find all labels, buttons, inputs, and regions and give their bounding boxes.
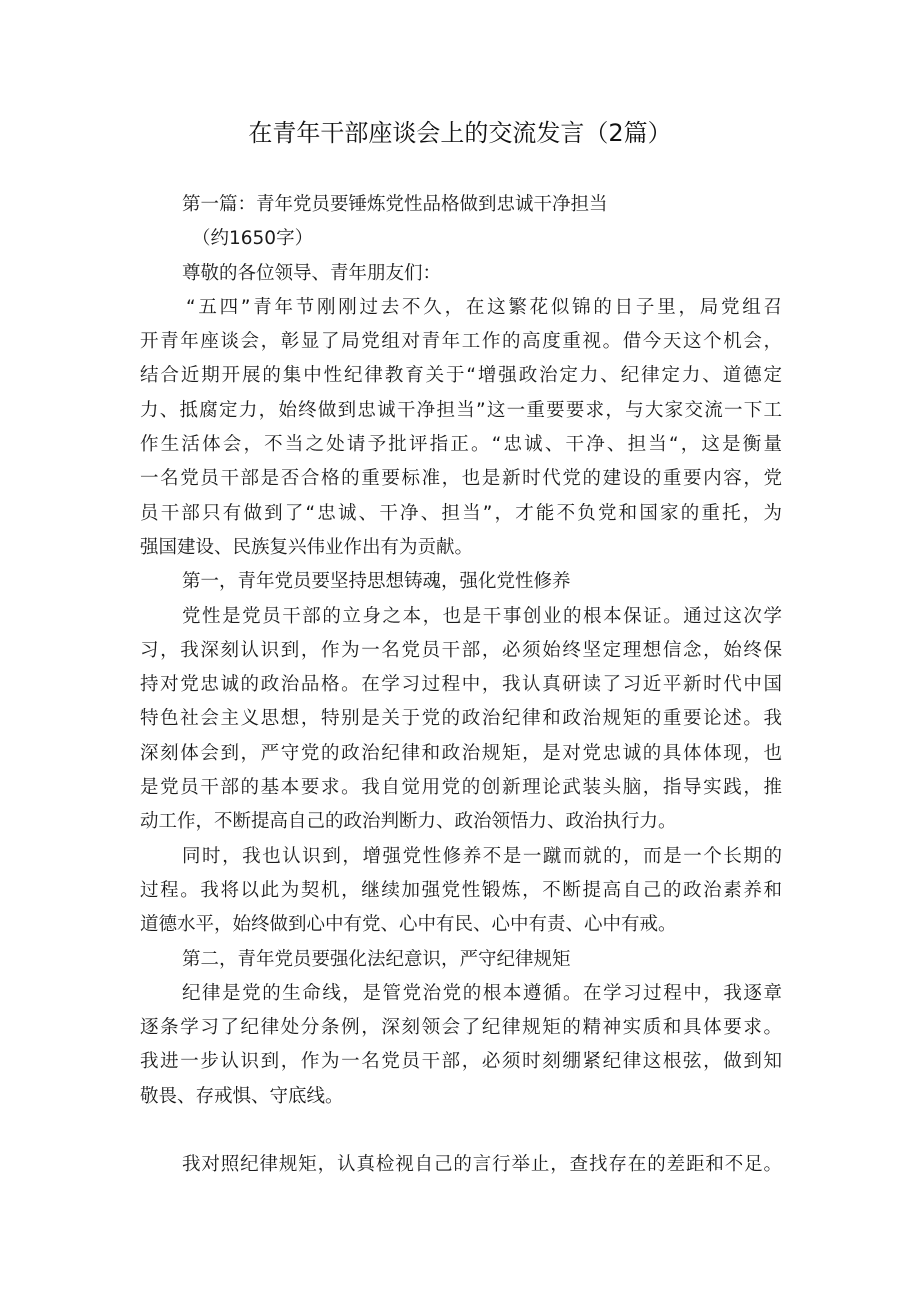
paragraph-line: 我进一步认识到，作为一名党员干部，必须时刻绷紧纪律这根弦，做到知: [140, 1051, 782, 1073]
paragraph-line: 习，我深刻认识到，作为一名党员干部，必须始终坚定理想信念，始终保: [140, 639, 782, 661]
paragraph-line: 同时，我也认识到，增强党性修养不是一蹴而就的，而是一个长期的: [182, 845, 782, 867]
paragraph-line: 结合近期开展的集中性纪律教育关于“增强政治定力、纪律定力、道德定: [140, 365, 782, 387]
paragraph-line: 我对照纪律规矩，认真检视自己的言行举止，查找存在的差距和不足。: [182, 1154, 782, 1176]
section-heading: 第一篇：青年党员要锤炼党性品格做到忠诚干净担当: [182, 194, 608, 215]
paragraph-gap: [140, 1114, 782, 1148]
paragraph-line: 强国建设、民族复兴伟业作出有为贡献。: [140, 536, 474, 558]
paragraph-line: 党性是党员干部的立身之本，也是干事创业的根本保证。通过这次学: [182, 605, 782, 627]
word-count-note: （约1650字）: [192, 228, 314, 250]
paragraph-line: “五四”青年节刚刚过去不久，在这繁花似锦的日子里，局党组召: [186, 296, 782, 318]
document-title: 在青年干部座谈会上的交流发言（2篇）: [248, 119, 672, 147]
paragraph-line: 是党员干部的基本要求。我自觉用党的创新理论武装头脑，指导实践，推: [140, 777, 782, 799]
paragraph-line: 开青年座谈会，彰显了局党组对青年工作的高度重视。借今天这个机会，: [140, 331, 782, 353]
paragraph-line: 过程。我将以此为契机，继续加强党性锻炼，不断提高自己的政治素养和: [140, 879, 782, 901]
paragraph-line: 动工作，不断提高自己的政治判断力、政治领悟力、政治执行力。: [140, 811, 677, 833]
paragraph-line: 员干部只有做到了“忠诚、干净、担当”，才能不负党和国家的重托，为: [140, 502, 782, 524]
paragraph-line: 纪律是党的生命线，是管党治党的根本遵循。在学习过程中，我逐章: [182, 982, 782, 1004]
document-body: [140, 188, 782, 1183]
paragraph-line: 逐条学习了纪律处分条例，深刻领会了纪律规矩的精神实质和具体要求。: [140, 1017, 782, 1039]
salutation: 尊敬的各位领导、青年朋友们：: [182, 262, 442, 284]
paragraph-line: 作生活体会，不当之处请予批评指正。“忠诚、干净、担当“，这是衡量: [140, 434, 782, 456]
paragraph-line: 力、抵腐定力，始终做到忠诚干净担当”这一重要要求，与大家交流一下工: [140, 399, 782, 421]
subsection-heading: 第一，青年党员要坚持思想铸魂，强化党性修养: [182, 571, 571, 593]
subsection-heading: 第二，青年党员要强化法纪意识，严守纪律规矩: [182, 948, 571, 970]
paragraph-line: 深刻体会到，严守党的政治纪律和政治规矩，是对党忠诚的具体体现，也: [140, 742, 782, 764]
paragraph-line: 特色社会主义思想，特别是关于党的政治纪律和政治规矩的重要论述。我: [140, 708, 782, 730]
paragraph-line: 持对党忠诚的政治品格。在学习过程中，我认真研读了习近平新时代中国: [140, 674, 782, 696]
paragraph-line: 道德水平，始终做到心中有党、心中有民、心中有责、心中有戒。: [140, 914, 677, 936]
paragraph-line: 敬畏、存戒惧、守底线。: [140, 1085, 344, 1107]
paragraph-line: 一名党员干部是否合格的重要标准，也是新时代党的建设的重要内容，党: [140, 468, 782, 490]
